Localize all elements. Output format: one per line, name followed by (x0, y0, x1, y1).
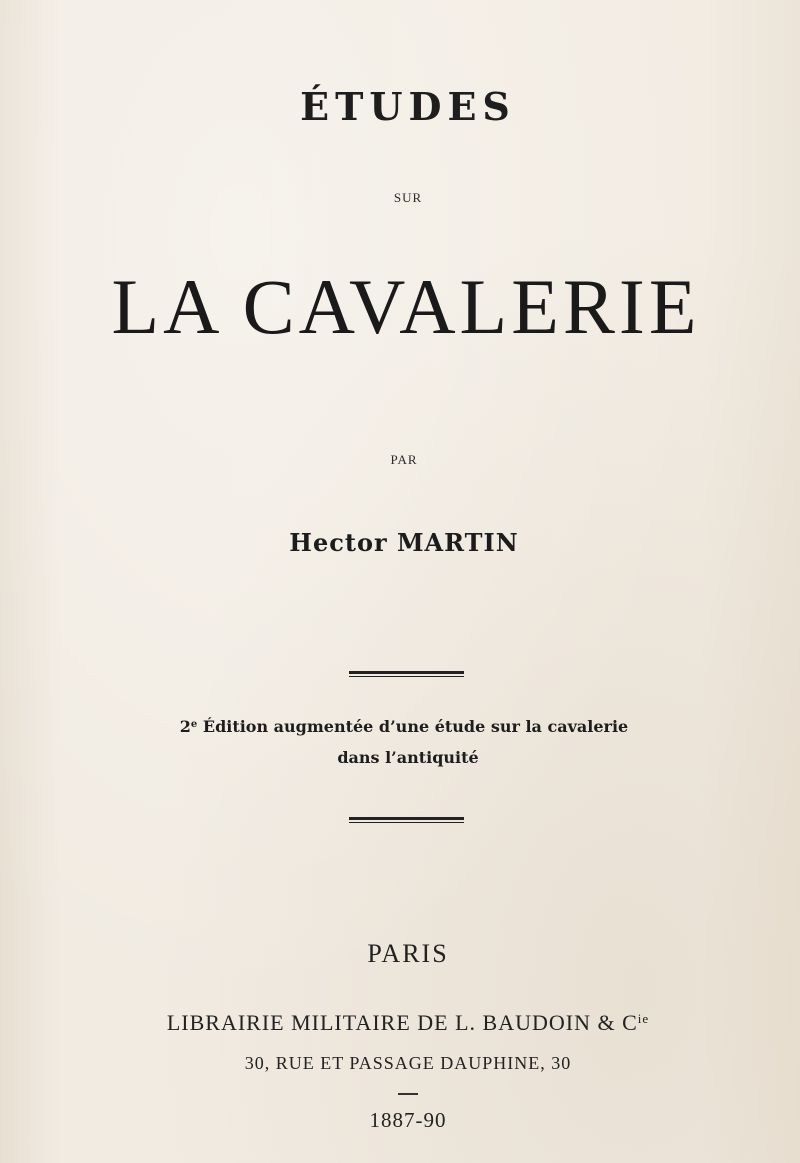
imprint-address: 30, RUE ET PASSAGE DAUPHINE, 30 (244, 1053, 572, 1073)
edition-number: 2 (179, 717, 191, 736)
edition-line-1 (4, 717, 800, 736)
imprint-year: 1887-90 (369, 1108, 447, 1132)
main-title: LA CAVALERIE (111, 263, 701, 350)
connector-sur: SUR (393, 190, 423, 205)
imprint-city: PARIS (367, 939, 449, 968)
double-rule-top (349, 671, 464, 677)
double-rule-bottom (349, 817, 464, 823)
edition-line-2: dans l’antiquité (337, 748, 479, 767)
edition-text: Édition augmentée d’une étude sur la cavalerie (197, 717, 629, 736)
imprint-publisher (8, 1010, 800, 1036)
publisher-name: LIBRAIRIE MILITAIRE DE L. BAUDOIN & C (166, 1010, 638, 1035)
publisher-superscript: ie (637, 1011, 650, 1026)
heading-etudes: ÉTUDES (300, 84, 516, 129)
imprint-separator (398, 1093, 418, 1095)
edition-superscript: e (190, 719, 198, 730)
by-label: PAR (390, 452, 418, 467)
author-name: Hector MARTIN (289, 528, 519, 557)
